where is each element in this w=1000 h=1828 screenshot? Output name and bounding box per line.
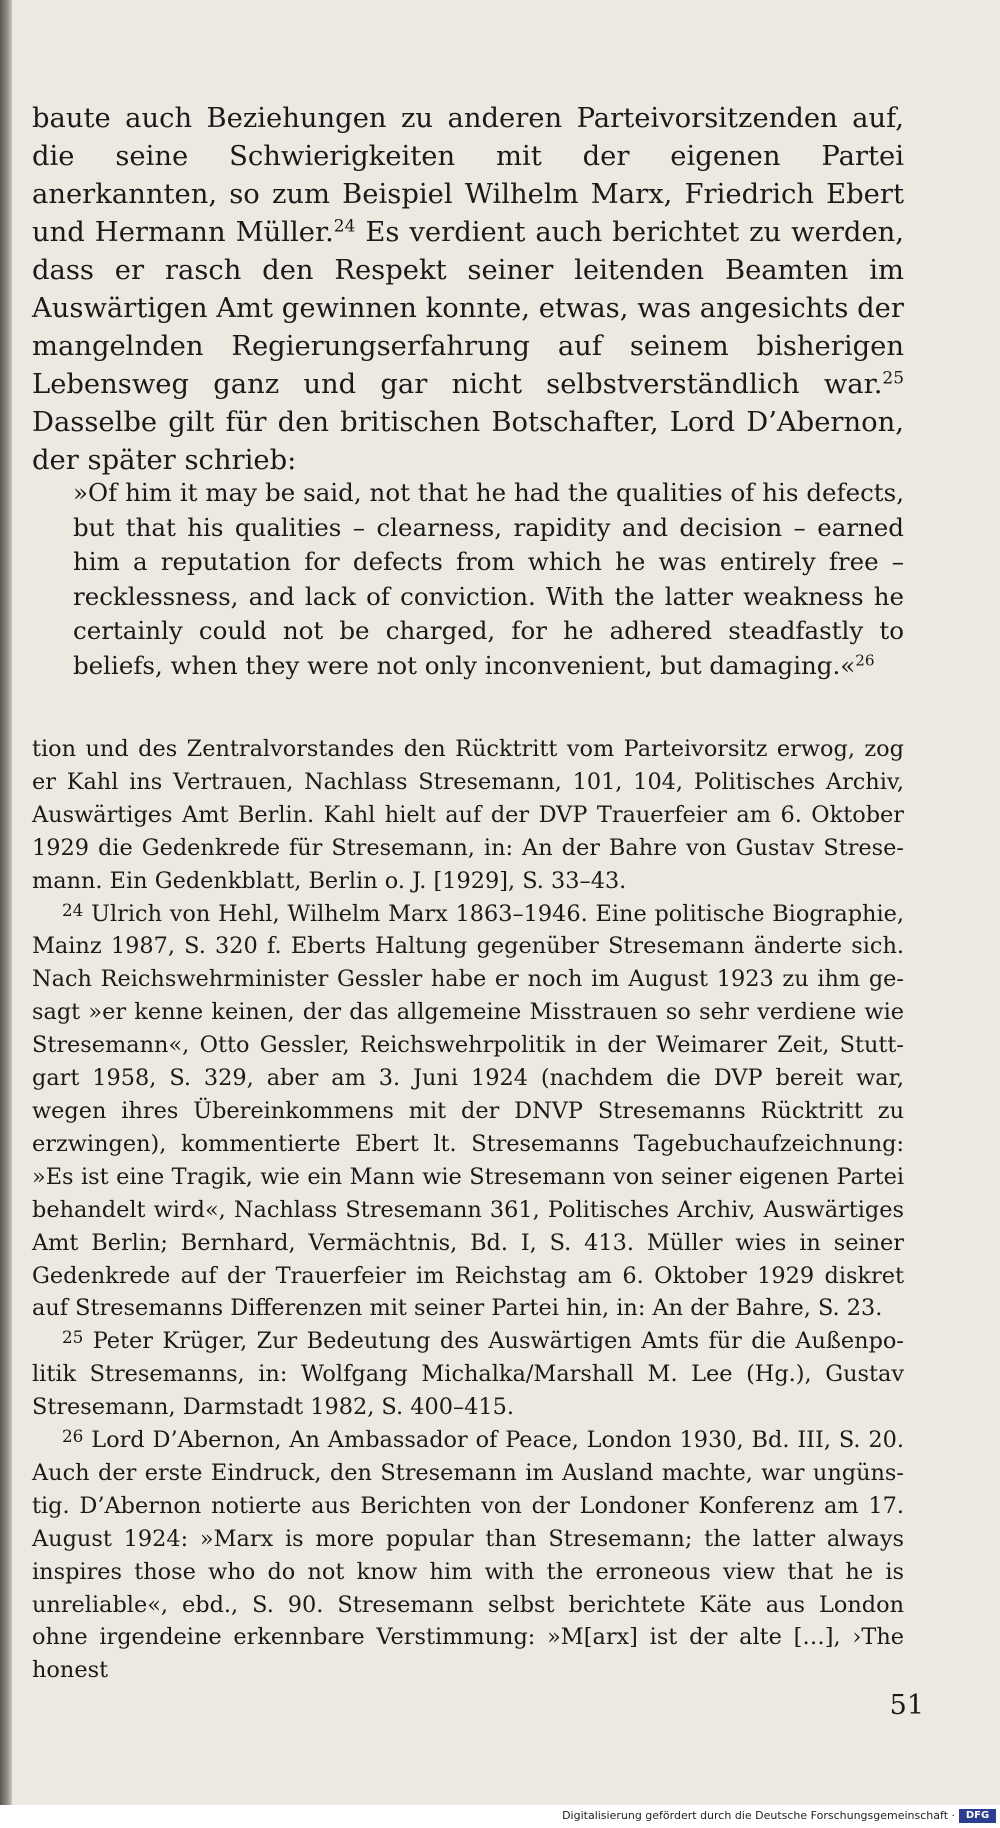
footnote-text: Peter Krüger, Zur Bedeutung des Auswärtigen Amts für die Außenpolitik Stresemanns, in: Wolfgang Michalka/Marshall M. Lee (Hg.), Gustav Stresemann, Darmstadt 1982, S. 400–415. xyxy=(32,1328,904,1421)
footnote-text: Ulrich von Hehl, Wilhelm Marx 1863–1946. Eine politische Biographie, Mainz 1987, S. 320 f. Eberts Haltung gegenüber Stresemann änderte sich. Nach Reichswehrminister Gessler habe er noch im August 1923 zu ihm gesagt »er kenne keinen, der das allgemeine Misstrauen so sehr verdiene wie Stresemann«, Otto Gessler, Reichswehrpolitik in der Weimarer Zeit, Stuttgart 1958, S. 329, aber am 3. Juni 1924 (nachdem die DVP bereit war, wegen ihres Übereinkommens mit der DNVP Stresemanns Rücktritt zu erzwingen), kommentierte Ebert lt. Stresemanns Tagebuchaufzeichnung: »Es ist eine Tragik, wie ein Mann wie Stresemann von seiner eigenen Partei behandelt wird«, Nachlass Stresemann 361, Politisches Archiv, Auswärtiges Amt Berlin; Bernhard, Vermächtnis, Bd. I, S. 413. Müller wies in seiner Gedenkrede auf der Trauerfeier im Reichstag am 6. Oktober 1929 diskret auf Stresemanns Differenzen mit seiner Partei hin, in: An der Bahre, S. 23. xyxy=(32,900,904,1322)
footnote-26 xyxy=(32,1424,904,1687)
block-quote: »Of him it may be said, not that he had the qualities of his defects, but that his qualities – clearness, rapidity and decision – earned him a reputation for defects from which he was entirely free – recklessness, and lack of conviction. With the latter weakness he certainly could not be charged, for he adhered steadfastly to beliefs, when they were not only inconvenient, but damaging.«$^{26}$ xyxy=(73,478,904,680)
main-text xyxy=(32,100,904,480)
page-number: 51 xyxy=(889,1690,924,1721)
main-paragraph: baute auch Beziehungen zu anderen Parteivorsitzenden auf, die seine Schwierigkeiten mit der eigenen Partei anerkannten, so zum Beispiel Wilhelm Marx, Friedrich Ebert und Hermann Müller.$^{24}$ Es verdient auch berichtet zu werden, dass er rasch den Respekt seiner leitenden Beamten im Auswärtigen Amt gewinnen konnte, etwas, was angesichts der mangelnden Regierungserfahrung auf seinem bisherigen Lebensweg ganz und gar nicht selbstverständlich war.$^{25}$ Dasselbe gilt für den britischen Botschafter, Lord D’Abernon, der später schrieb: xyxy=(32,103,904,476)
footnote-ref-24: 24 xyxy=(333,216,356,237)
footnote-ref-25: 25 xyxy=(882,368,904,389)
footnote-text: Lord D’Abernon, An Ambassador of Peace, London 1930, Bd. III, S. 20. Auch der erste Eindruck, den Stresemann im Ausland machte, war ungünstig. D’Abernon notierte aus Berichten von der Londoner Konferenz am 17. August 1924: »Marx is more popular than Stresemann; the latter always inspires those who do not know him with the erroneous view that he is unreliable«, ebd., S. 90. Stresemann selbst berichtete Käte aus London ohne irgendeine erkennbare Verstimmung: »M[arx] ist der alte […], ›The honest xyxy=(32,1427,904,1684)
footnote-25 xyxy=(32,1325,904,1424)
footnote-ref-26: 26 xyxy=(855,651,875,670)
footnote-number: 25 xyxy=(62,1327,84,1348)
page-binding-shadow xyxy=(0,0,12,1805)
footnote-number: 24 xyxy=(62,899,84,920)
footnote-24 xyxy=(32,898,904,1326)
footnotes xyxy=(32,733,904,1687)
footnote-continuation: tion und des Zentralvorstandes den Rücktritt vom Parteivorsitz erwog, zog er Kahl ins Vertrauen, Nachlass Stresemann, 101, 104, Politisches Archiv, Auswärtiges Amt Berlin. Kahl hielt auf der DVP Trauerfeier am 6. Oktober 1929 die Gedenkrede für Stresemann, in: An der Bahre von Gustav Stresemann. Ein Gedenkblatt, Berlin o. J. [1929], S. 33–43. xyxy=(32,736,904,894)
dfg-logo-icon: DFG xyxy=(959,1809,996,1823)
digitization-footer xyxy=(0,1805,1000,1828)
footer-credit: Digitalisierung gefördert durch die Deutsche Forschungsgemeinschaft · xyxy=(562,1809,955,1822)
footnote-number: 26 xyxy=(62,1426,84,1446)
